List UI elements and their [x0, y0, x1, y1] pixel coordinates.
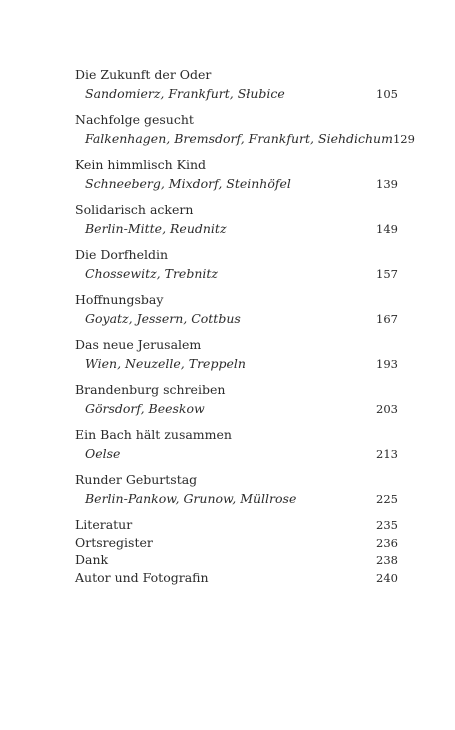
chapter-places: Berlin-Mitte, Reudnitz — [85, 221, 227, 236]
chapter-title: Ein Bach hält zusammen — [75, 427, 232, 442]
chapter-title: Das neue Jerusalem — [75, 337, 202, 352]
chapter-page-number: 129 — [392, 132, 415, 146]
toc-chapter — [75, 246, 398, 283]
appendix-page-number: 238 — [376, 553, 398, 567]
table-of-contents — [75, 66, 415, 586]
chapter-subline — [75, 264, 398, 283]
chapter-page-number: 157 — [376, 267, 398, 281]
chapter-page-number: 203 — [376, 402, 398, 416]
appendix-entry — [75, 569, 398, 587]
appendix-entry — [75, 551, 398, 569]
chapter-subline — [75, 489, 398, 508]
chapter-subline — [75, 84, 398, 103]
chapter-places: Görsdorf, Beeskow — [85, 401, 205, 416]
chapter-subline — [75, 354, 398, 373]
appendix-title: Dank — [75, 552, 109, 567]
toc-chapter — [75, 201, 398, 238]
chapter-page-number: 213 — [376, 447, 398, 461]
chapter-subline — [75, 129, 415, 148]
chapter-subline — [75, 219, 398, 238]
chapter-subline — [75, 399, 398, 418]
chapter-title: Kein himmlisch Kind — [75, 157, 206, 172]
chapter-title: Die Zukunft der Oder — [75, 67, 212, 82]
toc-chapter — [75, 426, 398, 463]
appendix-page-number: 235 — [376, 518, 398, 532]
appendix-entry — [75, 516, 398, 534]
chapter-page-number: 105 — [376, 87, 398, 101]
chapter-places: Oelse — [85, 446, 121, 461]
chapter-page-number: 149 — [376, 222, 398, 236]
chapter-page-number: 139 — [376, 177, 398, 191]
toc-chapter — [75, 336, 398, 373]
chapter-title: Runder Geburtstag — [75, 472, 198, 487]
chapter-places: Wien, Neuzelle, Treppeln — [85, 356, 246, 371]
chapter-page-number: 167 — [376, 312, 398, 326]
chapter-places: Chossewitz, Trebnitz — [85, 266, 218, 281]
chapter-places: Goyatz, Jessern, Cottbus — [85, 311, 241, 326]
toc-appendix — [75, 516, 398, 586]
chapter-subline — [75, 174, 398, 193]
appendix-title: Literatur — [75, 517, 133, 532]
appendix-page-number: 236 — [376, 535, 398, 550]
chapter-title: Die Dorfheldin — [75, 247, 169, 262]
toc-chapter — [75, 66, 398, 103]
chapter-title: Solidarisch ackern — [75, 202, 194, 217]
toc-chapter — [75, 111, 415, 148]
toc-chapter — [75, 381, 398, 418]
appendix-title: Ortsregister — [75, 534, 153, 550]
chapter-title: Hoffnungsbay — [75, 292, 164, 307]
chapter-places: Berlin-Pankow, Grunow, Müllrose — [85, 491, 297, 506]
chapter-places: Schneeberg, Mixdorf, Steinhöfel — [85, 176, 291, 191]
appendix-entry — [75, 534, 398, 552]
chapter-places: Falkenhagen, Bremsdorf, Frankfurt, Siehdichum — [85, 131, 393, 146]
toc-chapter — [75, 471, 398, 508]
appendix-title: Autor und Fotografin — [75, 569, 209, 585]
chapter-places: Sandomierz, Frankfurt, Słubice — [85, 86, 285, 101]
appendix-page-number: 240 — [376, 570, 398, 585]
toc-chapter — [75, 156, 398, 193]
chapter-subline — [75, 309, 398, 328]
chapter-title: Nachfolge gesucht — [75, 112, 194, 127]
chapter-subline — [75, 444, 398, 463]
chapter-page-number: 193 — [376, 357, 398, 371]
toc-chapter — [75, 291, 398, 328]
chapter-title: Brandenburg schreiben — [75, 382, 226, 397]
chapter-page-number: 225 — [376, 492, 398, 506]
